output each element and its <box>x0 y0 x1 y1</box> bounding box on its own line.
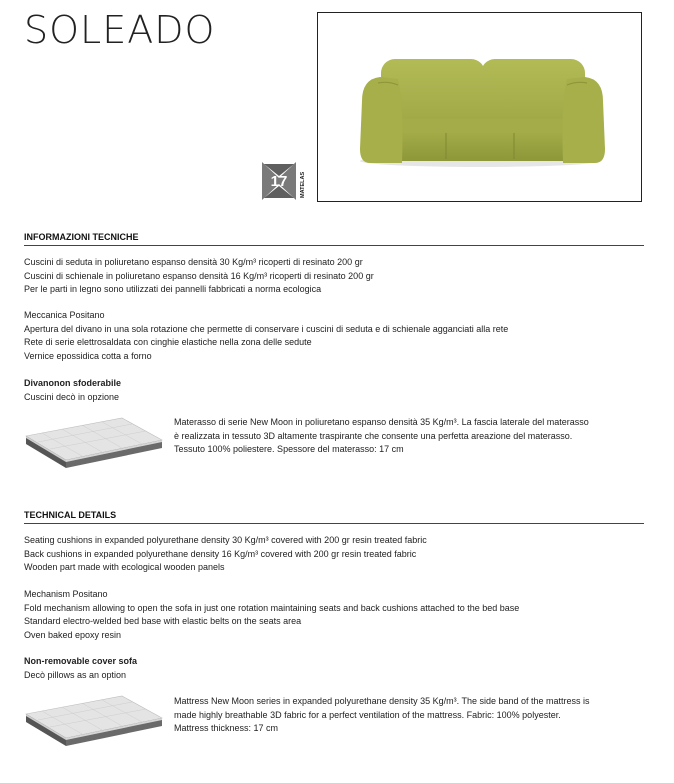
cover-title: Divanonon sfoderabile <box>24 378 122 388</box>
page-title: SOLEADO <box>24 8 216 52</box>
spec-line: Per le parti in legno sono utilizzati dei pannelli fabbricati a norma ecologica <box>24 284 322 294</box>
mattress-line: Mattress thickness: 17 cm <box>174 723 279 733</box>
spec-line: Rete di serie elettrosaldata con cinghie elastiche nella zona delle sedute <box>24 337 312 347</box>
spec-line: Cuscini di seduta in poliuretano espanso densità 30 Kg/m³ ricoperti di resinato 200 gr <box>24 257 363 267</box>
mattress-line: Mattress New Moon series in expanded polyurethane density 35 Kg/m³. The side band of the mattress is <box>174 696 590 706</box>
it-mattress-description <box>174 416 589 457</box>
spec-line: Standard electro-welded bed base with elastic belts on the seats area <box>24 616 302 626</box>
en-cover-info <box>24 655 644 682</box>
badge-number: 17 <box>270 173 288 190</box>
mattress-line: è realizzata in tessuto 3D altamente traspirante che consente una perfetta areazione del materasso. <box>174 430 573 441</box>
spec-line: Fold mechanism allowing to open the sofa in just one rotation maintaining seats and back cushions attached to the bed base <box>24 602 520 613</box>
cover-note: Cuscini decò in opzione <box>24 391 120 402</box>
sofa-image-frame <box>317 12 642 202</box>
section-heading-en: TECHNICAL DETAILS <box>24 510 644 524</box>
spec-line: Meccanica Positano <box>24 310 105 320</box>
it-foam-specs <box>24 256 644 297</box>
spec-line: Oven baked epoxy resin <box>24 629 122 640</box>
en-mattress-description <box>174 695 590 736</box>
spec-line: Wooden part made with ecological wooden panels <box>24 562 225 572</box>
en-foam-specs <box>24 534 644 575</box>
it-mechanism-specs <box>24 309 644 363</box>
spec-line: Apertura del divano in una sola rotazione che permette di conservare i cuscini di seduta e di schienale agganciati alla rete <box>24 323 509 334</box>
badge-side-label: MATELAS <box>300 171 306 198</box>
mattress-image-en <box>22 692 166 750</box>
mattress-line: made highly breathable 3D fabric for a perfect ventilation of the mattress. Fabric: 100% polyester. <box>174 709 561 720</box>
mattress-line: Tessuto 100% poliestere. Spessore del materasso: 17 cm <box>174 444 404 454</box>
sofa-image <box>318 13 641 201</box>
spec-line: Mechanism Positano <box>24 589 108 599</box>
it-cover-info <box>24 377 644 404</box>
cover-title: Non-removable cover sofa <box>24 656 138 666</box>
mattress-image-it <box>22 414 166 472</box>
mattress-thickness-badge <box>258 156 308 206</box>
cover-note: Decò pillows as an option <box>24 669 127 680</box>
spec-line: Cuscini di schienale in poliuretano espanso densità 16 Kg/m³ ricoperti di resinato 200 gr <box>24 270 374 281</box>
mattress-line: Materasso di serie New Moon in poliuretano espanso densità 35 Kg/m³. La fascia laterale del materasso <box>174 417 589 427</box>
spec-line: Back cushions in expanded polyurethane density 16 Kg/m³ covered with 200 gr resin treated fabric <box>24 548 417 559</box>
en-mechanism-specs <box>24 588 644 642</box>
spec-line: Seating cushions in expanded polyurethane density 30 Kg/m³ covered with 200 gr resin treated fabric <box>24 535 427 545</box>
section-heading-it: INFORMAZIONI TECNICHE <box>24 232 644 246</box>
spec-line: Vernice epossidica cotta a forno <box>24 350 152 361</box>
